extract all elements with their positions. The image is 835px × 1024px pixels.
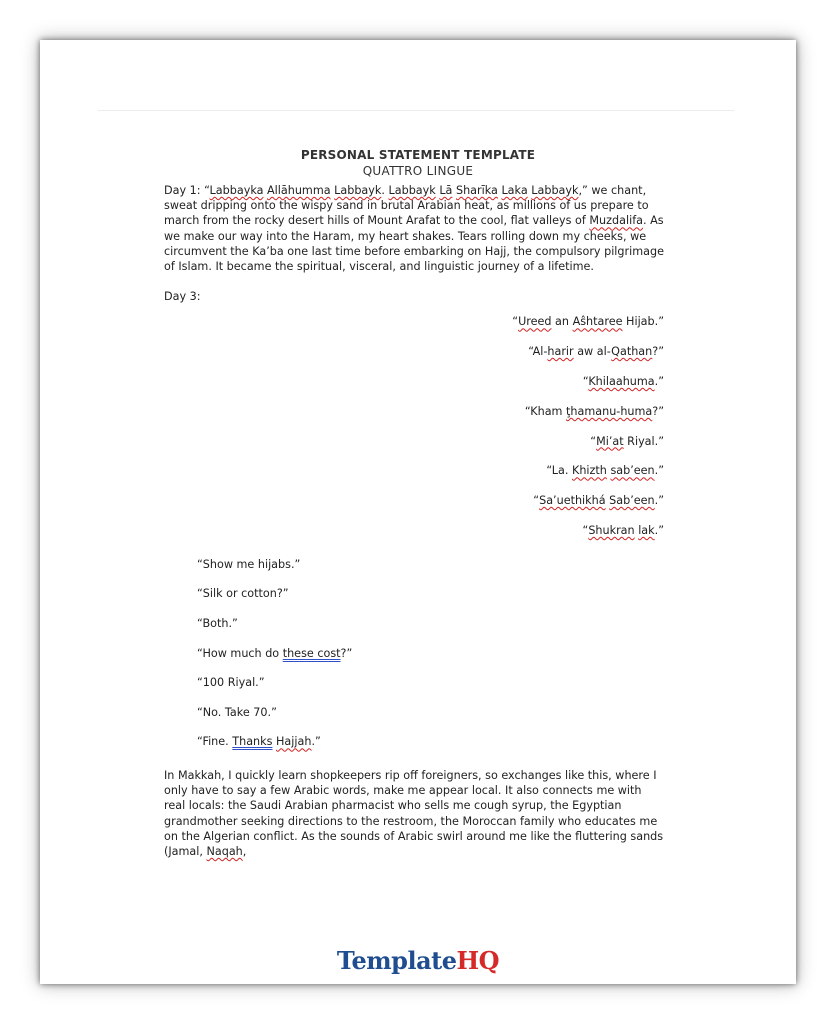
arabic-dialogue-line	[164, 404, 664, 434]
spelling-flag: Labbayka	[209, 184, 264, 197]
arabic-dialogue-line	[164, 463, 664, 493]
text-run: “Al-	[528, 345, 548, 359]
text-run: “Fine.	[197, 735, 233, 749]
text-run: ,	[242, 844, 247, 858]
text-run: ,” we chant, sweat dripping onto the wispy sand in brutal Arabian heat, as millions of us prepare to march from the rocky desert hills of Mount Arafat to the cool, flat valleys of	[164, 184, 649, 228]
spelling-flag: Sharīka	[455, 184, 498, 197]
spelling-flag: Aŝhtaree	[572, 315, 623, 329]
spelling-flag: Laka	[501, 184, 528, 197]
document-body	[164, 183, 664, 859]
header-divider	[98, 110, 734, 111]
text-run: .”	[654, 464, 664, 478]
arabic-dialogue-line	[164, 493, 664, 523]
spelling-flag: Labbayk	[334, 184, 382, 197]
arabic-dialogue-line	[164, 344, 664, 374]
text-run: “	[582, 524, 589, 537]
text-run: “La.	[546, 464, 572, 478]
text-run: .”	[654, 524, 664, 537]
text-run: In Makkah, I quickly learn shopkeepers rip off foreigners, so exchanges like this, where I only have to say a few Arabic words, make me appear local. It also connects me with real locals: the Saudi Arabian pharmacist who sells me cough syrup, the Egyptian grandmother seeking directions to the restroom, the Moroccan family who educates me on the Algerian conflict. As the sounds of Arabic swirl around me like the fluttering sands (Jamal,	[164, 768, 664, 858]
text-run: ?”	[652, 345, 664, 359]
text-run: “Both.”	[197, 616, 238, 630]
text-run: “How much do	[197, 646, 283, 660]
spelling-flag: Mi’at	[596, 434, 624, 448]
english-dialogue-line	[197, 675, 664, 705]
english-dialogue-line	[197, 557, 664, 587]
spelling-flag: Labbayk	[388, 184, 436, 197]
day3-label: Day 3:	[164, 290, 201, 304]
logo-hq-text: HQ	[456, 946, 500, 975]
arabic-dialogue-line	[164, 434, 664, 464]
spelling-flag: Labbayk	[531, 184, 579, 197]
spelling-flag: Muzdalifa	[589, 214, 643, 228]
document-page	[40, 40, 796, 984]
text-run: “	[590, 434, 597, 448]
english-dialogue-line	[197, 646, 664, 676]
text-run: Riyal.”	[623, 434, 664, 448]
english-dialogue	[164, 557, 664, 764]
text-run: ?”	[340, 646, 353, 660]
title-block	[40, 148, 796, 178]
text-run: Day 1: “	[164, 184, 210, 197]
spelling-flag: Hajjah	[276, 735, 312, 749]
text-run: .”	[654, 375, 664, 389]
text-run: “No. Take 70.”	[197, 705, 277, 719]
text-run: “	[512, 315, 519, 329]
spelling-flag: Khizth	[571, 464, 607, 478]
english-dialogue-line	[197, 734, 664, 764]
spelling-flag: Qathan	[611, 345, 653, 359]
text-run: “	[533, 494, 540, 508]
english-dialogue-line	[197, 705, 664, 735]
closing-paragraph	[164, 768, 664, 859]
spelling-flag: sab’een	[610, 464, 655, 478]
spelling-flag: Shukran	[588, 524, 635, 537]
grammar-flag: these cost	[282, 646, 341, 660]
text-run: “Show me hijabs.”	[197, 557, 301, 571]
text-run: . As we make our way into the Haram, my heart shakes. Tears rolling down my cheeks, we circumvent the Ka’ba one last time before embarking on Hajj, the compulsory pilgrimage of Islam. It became the spiritual, visceral, and linguistic journey of a lifetime.	[164, 214, 664, 274]
text-run: aw al-	[573, 345, 612, 359]
spelling-flag: ţhamanu-huma	[566, 404, 653, 418]
spelling-flag: Ureed	[518, 315, 552, 329]
document-title: PERSONAL STATEMENT TEMPLATE	[300, 148, 536, 162]
templatehq-logo	[40, 946, 796, 975]
spelling-flag: Sab’een	[609, 494, 655, 508]
spelling-flag: harir	[547, 345, 574, 359]
logo-template-text: Template	[336, 946, 457, 975]
text-run: “100 Riyal.”	[197, 676, 265, 690]
english-dialogue-line	[197, 616, 664, 646]
spelling-flag: Allāhumma	[267, 184, 331, 197]
arabic-dialogue-line	[164, 523, 664, 553]
spelling-flag: Sa’uethikhá	[539, 494, 606, 508]
spelling-flag: Naqah	[206, 844, 243, 858]
text-run: “Kham	[524, 404, 567, 418]
arabic-dialogue	[164, 314, 664, 552]
arabic-dialogue-line	[164, 374, 664, 404]
text-run: “	[582, 375, 589, 389]
arabic-dialogue-line	[164, 314, 664, 344]
text-run: .”	[654, 494, 664, 508]
text-run: an	[551, 315, 573, 329]
grammar-flag: Thanks	[232, 735, 273, 749]
spelling-flag: Lā	[439, 184, 453, 197]
english-dialogue-line	[197, 586, 664, 616]
spelling-flag: lak	[638, 524, 655, 537]
text-run: Hijab.”	[622, 315, 664, 329]
spelling-flag: Khilaahuma	[588, 375, 655, 389]
text-run: ?”	[652, 404, 664, 418]
text-run: .	[381, 184, 389, 197]
document-subtitle: QUATTRO LINGUE	[362, 164, 474, 178]
intro-paragraph	[164, 183, 664, 274]
text-run: .”	[311, 735, 321, 749]
text-run: “Silk or cotton?”	[197, 587, 289, 601]
